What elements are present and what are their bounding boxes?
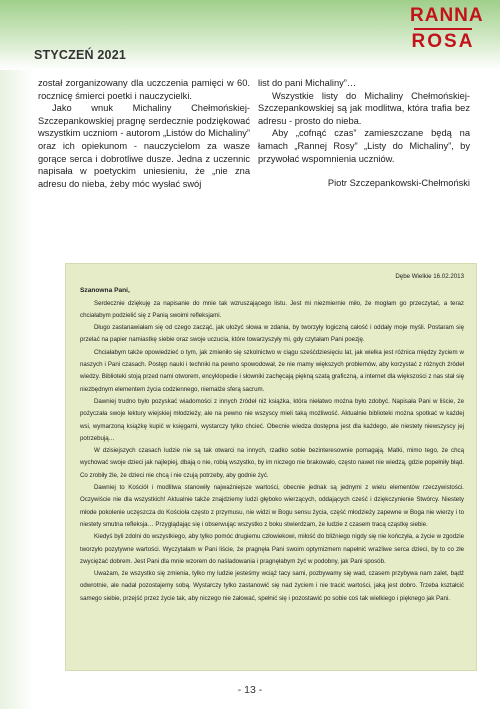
- letter-paragraph: W dzisiejszych czasach ludzie nie są tak otwarci na innych, rzadko sobie bezinteresownie pomagają. Matki, mimo tego, że chcą wychować swoje dzieci jak najlepiej, dbają o nie, robią wszystko, by im niczego nie brakowało, często nawet nie wiedzą, gdzie popełniły błąd. Co zrobiły źle, że dzieci nie chcą i nie czują potrzeby, aby godnie żyć.: [80, 447, 464, 479]
- article-signature: Piotr Szczepankowski-Chełmoński: [327, 178, 470, 189]
- article-paragraph: list do pani Michaliny”…: [258, 78, 357, 88]
- article-paragraph: został zorganizowany dla uczczenia pamięci w 60. rocznicę śmierci poetki i nauczycielki.: [38, 78, 250, 101]
- letter-paragraph: Serdecznie dziękuję za napisanie do mnie tak wzruszającego listu. Jest mi niezmiernie miło, że mogłam go przeczytać, a teraz chciałabym podzielić się z Panią swoimi refleksjami.: [80, 299, 464, 319]
- article-left-column: [38, 77, 250, 190]
- letter: [80, 271, 464, 605]
- logo-divider: [414, 28, 472, 30]
- article-paragraph: Jako wnuk Michaliny Chełmońskiej-Szczepankowskiej pragnę serdecznie podziękować wszystkim uczniom - autorom „Listów do Michaliny” oraz ich opiekunom - nauczycielom za wasze gorące serca i dobrotliwe dusze. Jedna z uczennic napisała w poetyckim uniesieniu, że „nie zna adresu do nieba, żeby móc wysłać swój: [38, 103, 250, 189]
- magazine-logo: [410, 5, 484, 58]
- letter-paragraph: Chciałabym także opowiedzieć o tym, jak zmieniło się szkolnictwo w ciągu sześćdziesięciu lat, jak wielka jest różnica między życiem w naszych i Pani czasach. Postęp nauki i techniki na pewno spowodował, że nie mamy większych problemów, aby korzystać z różnych źródeł wiedzy. Biblioteki stoją przed nami otworem, encyklopedie i słowniki zachęcają piękną szatą graficzną, a internet dla większości z nas stał się niezbędnym elementem życia codziennego, niemalże sferą sacrum.: [80, 348, 464, 393]
- article-paragraph: Wszystkie listy do Michaliny Chełmońskiej-Szczepankowskiej są jak modlitwa, która trafia bez adresu - prosto do nieba.: [258, 90, 470, 126]
- page-side-gradient: [0, 0, 34, 709]
- letter-paragraph: Dawniej trudno było pozyskać wiadomości z innych źródeł niż książka, która niełatwo można było zdobyć. Napisała Pani w liście, że pożyczała swoje lektury wiejskiej młodzieży, ale na pewno nie wszyscy mieli taką możliwość. Aktualnie biblioteki można spotkać w każdej wsi, wymarzoną książkę kupić w księgarni, wystarczy tylko chcieć. Obecnie wiedza dostępna jest dla każdego, ale niestety niewszyscy jej potrzebują…: [80, 397, 464, 442]
- letter-paragraph: Długo zastanawiałam się od czego zacząć, jak ułożyć słowa w zdania, by tworzyły logiczną całość i oddały moje myśli. Postaram się przelać na papier namiastkę siebie oraz swoje uczucia, które towarzyszyły mi, gdy czytałam Pani poezję.: [80, 324, 464, 344]
- page-number: - 13 -: [237, 684, 263, 696]
- letter-salutation: Szanowna Pani,: [80, 287, 130, 295]
- logo-word-ranna: RANNA: [410, 5, 484, 26]
- article-paragraph: Aby „cofnąć czas” zamieszczane będą na łamach „Rannej Rosy” „Listy do Michaliny”, by przywołać wspomnienia uczniów.: [258, 128, 470, 164]
- logo-word-rosa: ROSA: [411, 31, 475, 52]
- letter-paragraph: Uważam, że wszystko się zmienia, tylko my ludzie jesteśmy wciąż tacy sami, pozbywamy się wad, czasem przybywa nam zalet, bądź odwrotnie, ale nadal pozostajemy sobą. Wystarczy tylko zastanowić się nad życiem i nie tracić wartości, jaką jest dobro. Trzeba kształcić samego siebie, przejść przez życie tak, aby niczego nie żałować, spełnić się i pozostawić po sobie coś tak wielkiego i pięknego jak Pani.: [80, 570, 464, 602]
- issue-date: STYCZEŃ 2021: [34, 48, 127, 62]
- letter-paragraph: Kiedyś byli zdolni do wszystkiego, aby tylko pomóc drugiemu człowiekowi, miłość do bliźniego nigdy się nie kończyła, a życie w zgodzie tworzyło pozytywne wartości. Wyczytałam w Pani liście, że pragnęła Pani swoim optymizmem napełnić wrażliwe serca dzieci, by to co złe zwyciężać dobrem. Jest Pani dla mnie wzorem do naśladowania i pragnęłabym żyć w podobny, jak Pani sposób.: [80, 533, 464, 565]
- letter-paragraph: Dawniej to Kościół i modlitwa stanowiły najważniejsze wartości, obecnie jednak są jednymi z wielu elementów rzeczywistości. Oczywiście nie dla wszystkich! Aktualnie także znajdziemy ludzi głęboko wierzących, oddających cześć i dziękczynienie Stwórcy. Niestety młode pokolenie uczęszcza do Kościoła często z przymusu, nie widzi w Bogu sensu życia, część młodzieży zapewne w Boga nie wierzy i to niestety smutna refleksja… Przyglądając się i obserwując wszystko z boku stwierdzam, że ludzie z czasem tracą cząstkę siebie.: [80, 484, 464, 528]
- letter-place-date: Dębe Wielkie 16.02.2013: [395, 273, 464, 280]
- article-right-column: [258, 77, 470, 190]
